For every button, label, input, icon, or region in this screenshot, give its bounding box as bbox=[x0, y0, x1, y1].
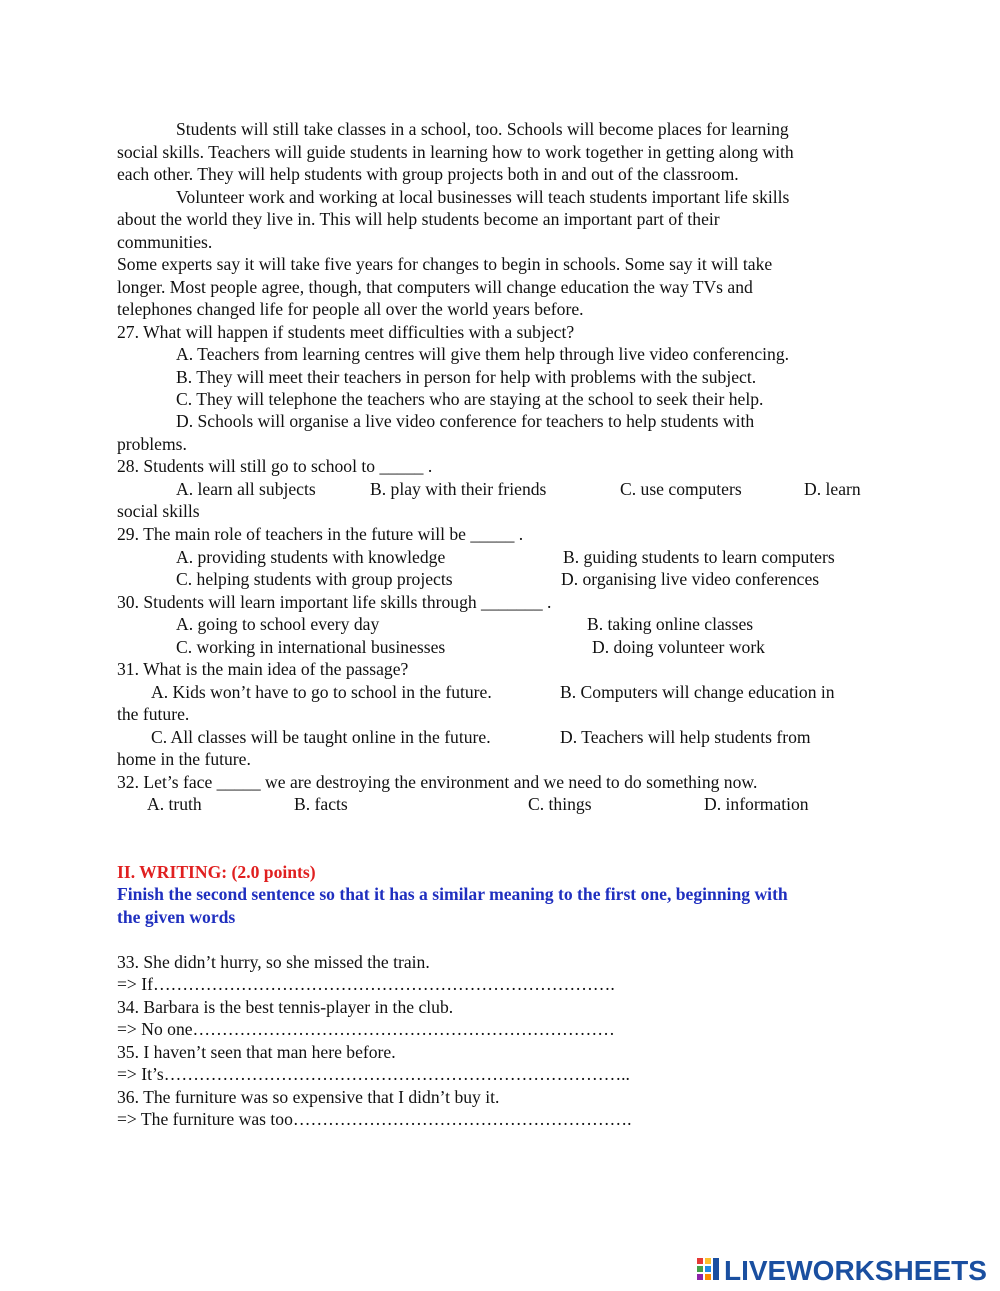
question-27-option-c: C. They will telephone the teachers who are staying at the school to seek their help. bbox=[176, 389, 764, 409]
question-27-option-b: B. They will meet their teachers in person for help with problems with the subject. bbox=[176, 367, 757, 387]
question-31-option-d: D. Teachers will help students from bbox=[560, 727, 811, 747]
liveworksheets-logo bbox=[696, 1254, 996, 1288]
question-29-option-d: D. organising live video conferences bbox=[561, 569, 820, 589]
liveworksheets-logo-icon bbox=[696, 1256, 722, 1286]
question-31-option-a: A. Kids won’t have to go to school in the future. bbox=[151, 682, 492, 702]
passage-line: communities. bbox=[117, 232, 213, 252]
writing-answer-34[interactable]: => No one……………………………………………………………… bbox=[117, 1019, 615, 1039]
passage-line: about the world they live in. This will help students become an important part of their bbox=[117, 209, 720, 229]
question-27-option-d-cont: problems. bbox=[117, 434, 187, 454]
question-31-option-b: B. Computers will change education in bbox=[560, 682, 835, 702]
question-27-stem: 27. What will happen if students meet difficulties with a subject? bbox=[117, 322, 575, 342]
passage-line: social skills. Teachers will guide students in learning how to work together in getting along with bbox=[117, 142, 794, 162]
question-30-option-b: B. taking online classes bbox=[587, 614, 754, 634]
question-30-option-c: C. working in international businesses bbox=[176, 637, 446, 657]
question-31-option-b-cont: the future. bbox=[117, 704, 190, 724]
liveworksheets-logo-text: LIVEWORKSHEETS bbox=[724, 1255, 987, 1286]
question-31-option-c: C. All classes will be taught online in the future. bbox=[151, 727, 491, 747]
question-27-option-d: D. Schools will organise a live video conference for teachers to help students with bbox=[176, 411, 755, 431]
writing-instruction: Finish the second sentence so that it has a similar meaning to the first one, beginning with bbox=[117, 884, 788, 904]
question-27-option-a: A. Teachers from learning centres will give them help through live video conferencing. bbox=[176, 344, 790, 364]
question-28-option-b: B. play with their friends bbox=[370, 479, 547, 499]
passage-line: Volunteer work and working at local businesses will teach students important life skills bbox=[176, 187, 790, 207]
question-28-option-c: C. use computers bbox=[620, 479, 742, 499]
writing-question-36: 36. The furniture was so expensive that I didn’t buy it. bbox=[117, 1087, 500, 1107]
question-28-stem: 28. Students will still go to school to _____ . bbox=[117, 456, 433, 476]
question-31-stem: 31. What is the main idea of the passage? bbox=[117, 659, 409, 679]
passage-line: Students will still take classes in a school, too. Schools will become places for learning bbox=[176, 119, 789, 139]
writing-instruction-cont: the given words bbox=[117, 907, 236, 927]
passage-line: longer. Most people agree, though, that computers will change education the way TVs and bbox=[117, 277, 753, 297]
question-29-option-a: A. providing students with knowledge bbox=[176, 547, 446, 567]
question-30-option-a: A. going to school every day bbox=[176, 614, 380, 634]
question-32-option-d: D. information bbox=[704, 794, 809, 814]
writing-heading: II. WRITING: (2.0 points) bbox=[117, 862, 316, 882]
writing-answer-36[interactable]: => The furniture was too…………………………………………………. bbox=[117, 1109, 632, 1129]
question-32-option-a: A. truth bbox=[147, 794, 202, 814]
question-29-option-b: B. guiding students to learn computers bbox=[563, 547, 835, 567]
passage-line: telephones changed life for people all over the world years before. bbox=[117, 299, 584, 319]
question-28-option-d: D. learn bbox=[804, 479, 861, 499]
question-32-option-b: B. facts bbox=[294, 794, 348, 814]
question-30-stem: 30. Students will learn important life skills through _______ . bbox=[117, 592, 552, 612]
question-29-option-c: C. helping students with group projects bbox=[176, 569, 453, 589]
question-32-option-c: C. things bbox=[528, 794, 592, 814]
question-28-option-a: A. learn all subjects bbox=[176, 479, 316, 499]
passage-line: Some experts say it will take five years for changes to begin in schools. Some say it will take bbox=[117, 254, 773, 274]
writing-answer-33[interactable]: => If……………………………………………………………………. bbox=[117, 974, 615, 994]
question-28-option-d-cont: social skills bbox=[117, 501, 200, 521]
question-32-stem: 32. Let’s face _____ we are destroying the environment and we need to do something now. bbox=[117, 772, 758, 792]
writing-question-34: 34. Barbara is the best tennis-player in the club. bbox=[117, 997, 454, 1017]
question-30-option-d: D. doing volunteer work bbox=[592, 637, 765, 657]
writing-question-35: 35. I haven’t seen that man here before. bbox=[117, 1042, 396, 1062]
writing-question-33: 33. She didn’t hurry, so she missed the train. bbox=[117, 952, 430, 972]
passage-line: each other. They will help students with group projects both in and out of the classroom. bbox=[117, 164, 739, 184]
writing-answer-35[interactable]: => It’s…………………………………………………………………….. bbox=[117, 1064, 630, 1084]
question-29-stem: 29. The main role of teachers in the future will be _____ . bbox=[117, 524, 524, 544]
question-31-option-d-cont: home in the future. bbox=[117, 749, 251, 769]
